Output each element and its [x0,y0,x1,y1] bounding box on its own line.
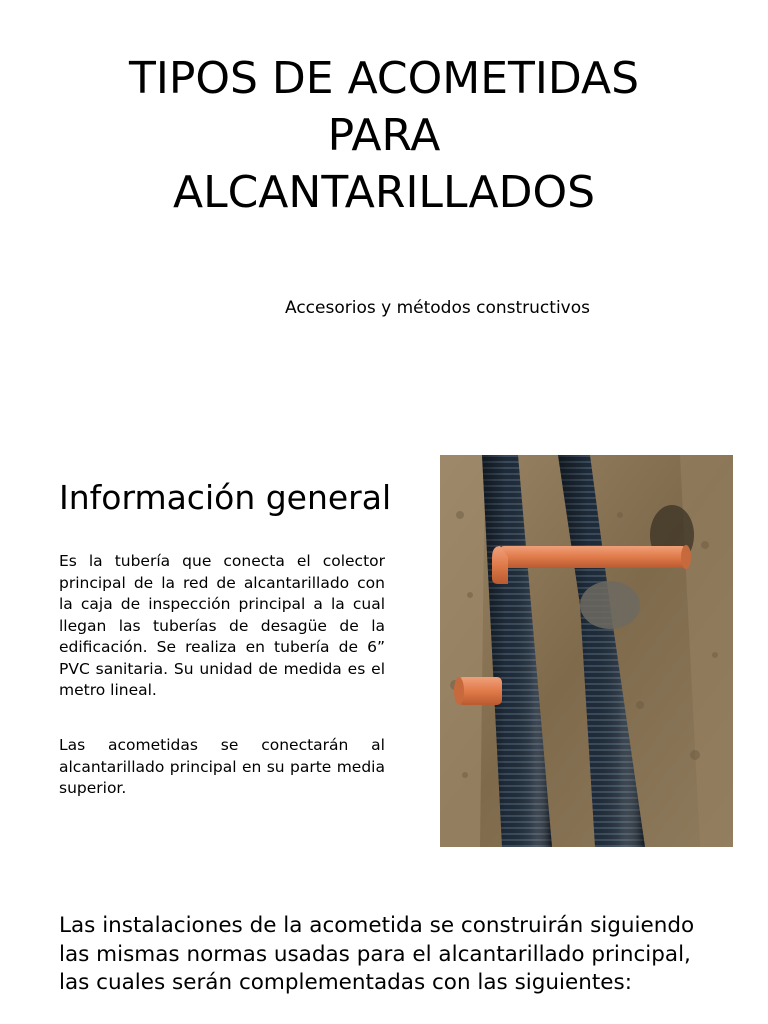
title-line: TIPOS DE ACOMETIDAS [128,53,640,104]
closing-paragraph: Las instalaciones de la acometida se construirán siguiendo las mismas normas usadas para el alcantarillado principal, las cuales serán complementadas con las siguientes: [59,913,695,995]
slide-title [0,50,768,221]
title-line: ALCANTARILLADOS [172,167,596,218]
section-heading: Información general [59,478,392,517]
slide-subtitle: Accesorios y métodos constructivos [285,298,590,318]
body-paragraph: Es la tubería que conecta el colector principal de la red de alcantarillado con la caja de inspección principal a la cual llegan las tuberías de desagüe de la edificación. Se realiza en tubería de 6” PVC sanitaria. Su unidad de medida es el metro lineal. [59,552,385,699]
body-paragraph: Las acometidas se conectarán al alcantarillado principal en su parte media superior. [59,736,385,797]
title-line: PARA [327,110,441,161]
trench-pipes-photo [440,455,733,847]
